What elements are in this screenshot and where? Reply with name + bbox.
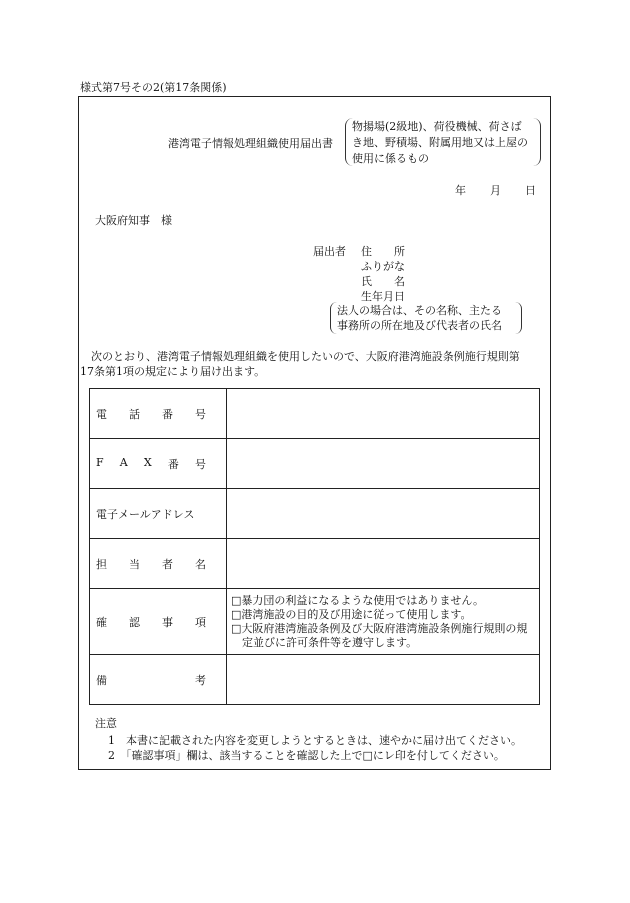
confirmation-checkbox-item[interactable]: □暴力団の利益になるような使用ではありません。 [231, 593, 485, 607]
table-row [90, 389, 540, 439]
contact-person-label: 担 当 者 名 [90, 539, 227, 589]
email-label: 電子メールアドレス [90, 489, 227, 539]
field-furigana-label: ふりがな [361, 260, 405, 273]
field-address-label: 住 所 [361, 245, 405, 258]
confirmation-checkbox-item[interactable]: □大阪府港湾施設条例及び大阪府港湾施設条例施行規則の規 [231, 621, 528, 635]
corporate-note-line: 事務所の所在地及び代表者の氏名 [337, 319, 502, 332]
date-month: 月 [490, 184, 501, 197]
addressee: 大阪府知事 様 [95, 214, 172, 227]
form-title: 港湾電子情報処理組織使用届出書 [168, 137, 333, 150]
table-row [90, 489, 540, 539]
table-row [90, 439, 540, 489]
phone-field[interactable] [227, 389, 540, 439]
table-row [90, 539, 540, 589]
table-row [90, 655, 540, 705]
note-item: 2 「確認事項」欄は、該当することを確認した上で□にレ印を付してください。 [108, 749, 505, 762]
title-scope-line: 使用に係るもの [352, 152, 429, 165]
confirmation-checkbox-continuation: 定並びに許可条件等を遵守します。 [231, 635, 418, 649]
contact-person-field[interactable] [227, 539, 540, 589]
field-name-label: 氏 名 [361, 275, 405, 288]
remarks-field[interactable] [227, 655, 540, 705]
date-year: 年 [455, 184, 466, 197]
title-scope-line: き地、野積場、附属用地又は上屋の [352, 136, 528, 149]
date-day: 日 [525, 184, 536, 197]
notes-title: 注意 [95, 717, 117, 730]
corporate-note-line: 法人の場合は、その名称、主たる [337, 304, 502, 317]
table-row [90, 589, 540, 655]
note-item: 1 本書に記載された内容を変更しようとするときは、速やかに届け出てください。 [108, 734, 522, 747]
fax-field[interactable] [227, 439, 540, 489]
confirmation-label: 確 認 事 項 [90, 589, 227, 655]
fax-label: F A X 番 号 [90, 439, 227, 489]
phone-label: 電 話 番 号 [90, 389, 227, 439]
confirmation-checkbox-item[interactable]: □港湾施設の目的及び用途に従って使用します。 [231, 607, 472, 621]
form-number: 様式第7号その2(第17条関係) [80, 81, 227, 94]
notifier-label: 届出者 [313, 245, 346, 258]
body-text-line: 次のとおり、港湾電子情報処理組織を使用したいので、大阪府港湾施設条例施行規則第 [80, 350, 520, 363]
info-table [89, 388, 540, 705]
field-birthdate-label: 生年月日 [361, 290, 405, 303]
confirmation-items [227, 589, 540, 655]
body-text-line: 17条第1項の規定により届け出ます。 [80, 365, 266, 378]
remarks-label: 備 考 [90, 655, 227, 705]
email-field[interactable] [227, 489, 540, 539]
title-scope-line: 物揚場(2級地)、荷役機械、荷さば [352, 120, 522, 133]
